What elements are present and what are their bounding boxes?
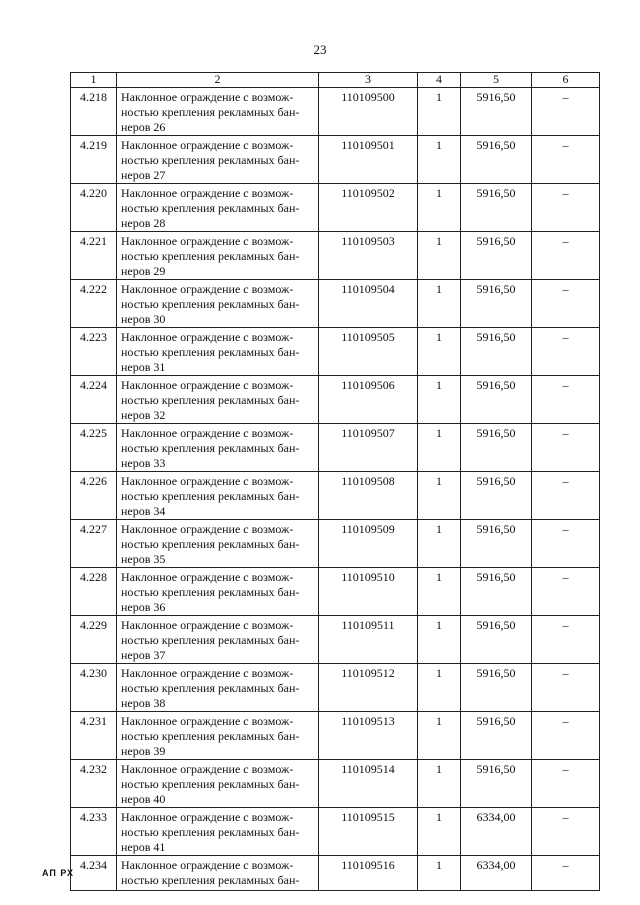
- cell-name: Наклонное ограждение с возмож-ностью крепления рекламных бан-неров 37: [117, 616, 319, 664]
- cell-note: –: [532, 424, 600, 472]
- cell-price: 5916,50: [461, 616, 532, 664]
- cell-name: Наклонное ограждение с возмож-ностью крепления рекламных бан-неров 41: [117, 808, 319, 856]
- cell-price: 5916,50: [461, 712, 532, 760]
- cell-quantity: 1: [418, 760, 461, 808]
- table-row: [71, 376, 600, 424]
- cell-quantity: 1: [418, 808, 461, 856]
- cell-code: 110109511: [319, 616, 418, 664]
- header-col-3: 3: [319, 73, 418, 88]
- table-row: [71, 856, 600, 891]
- cell-code: 110109507: [319, 424, 418, 472]
- cell-note: –: [532, 472, 600, 520]
- cell-quantity: 1: [418, 424, 461, 472]
- table-row: [71, 664, 600, 712]
- cell-code: 110109513: [319, 712, 418, 760]
- cell-price: 5916,50: [461, 760, 532, 808]
- cell-quantity: 1: [418, 328, 461, 376]
- table-row: [71, 424, 600, 472]
- cell-quantity: 1: [418, 616, 461, 664]
- cell-code: 110109501: [319, 136, 418, 184]
- cell-price: 6334,00: [461, 808, 532, 856]
- cell-note: –: [532, 520, 600, 568]
- cell-code: 110109506: [319, 376, 418, 424]
- cell-name: Наклонное ограждение с возмож-ностью крепления рекламных бан-неров 38: [117, 664, 319, 712]
- cell-price: 5916,50: [461, 424, 532, 472]
- cell-number: 4.225: [71, 424, 117, 472]
- cell-quantity: 1: [418, 136, 461, 184]
- cell-number: 4.221: [71, 232, 117, 280]
- cell-code: 110109504: [319, 280, 418, 328]
- cell-code: 110109500: [319, 88, 418, 136]
- cell-name: Наклонное ограждение с возмож-ностью крепления рекламных бан-неров 26: [117, 88, 319, 136]
- cell-note: –: [532, 232, 600, 280]
- cell-code: 110109509: [319, 520, 418, 568]
- cell-name: Наклонное ограждение с возмож-ностью крепления рекламных бан-неров 31: [117, 328, 319, 376]
- header-col-4: 4: [418, 73, 461, 88]
- cell-code: 110109514: [319, 760, 418, 808]
- cell-note: –: [532, 376, 600, 424]
- cell-name: Наклонное ограждение с возмож-ностью крепления рекламных бан-неров 40: [117, 760, 319, 808]
- cell-price: 5916,50: [461, 664, 532, 712]
- table-row: [71, 88, 600, 136]
- header-col-1: 1: [71, 73, 117, 88]
- cell-name: Наклонное ограждение с возмож-ностью крепления рекламных бан-неров 29: [117, 232, 319, 280]
- table-row: [71, 808, 600, 856]
- cell-name: Наклонное ограждение с возмож-ностью крепления рекламных бан-неров 35: [117, 520, 319, 568]
- cell-code: 110109512: [319, 664, 418, 712]
- cell-quantity: 1: [418, 184, 461, 232]
- cell-note: –: [532, 184, 600, 232]
- cell-note: –: [532, 760, 600, 808]
- header-col-2: 2: [117, 73, 319, 88]
- cell-note: –: [532, 856, 600, 891]
- page-number: 23: [313, 42, 327, 57]
- footer-mark: АП РХ: [42, 868, 75, 878]
- cell-number: 4.224: [71, 376, 117, 424]
- cell-name: Наклонное ограждение с возмож-ностью крепления рекламных бан-неров 30: [117, 280, 319, 328]
- table-row: [71, 184, 600, 232]
- cell-name: Наклонное ограждение с возмож-ностью крепления рекламных бан-неров 32: [117, 376, 319, 424]
- cell-quantity: 1: [418, 520, 461, 568]
- table-row: [71, 760, 600, 808]
- cell-quantity: 1: [418, 472, 461, 520]
- cell-number: 4.222: [71, 280, 117, 328]
- cell-number: 4.233: [71, 808, 117, 856]
- registry-table: [70, 72, 600, 891]
- cell-price: 5916,50: [461, 568, 532, 616]
- table-row: [71, 136, 600, 184]
- cell-note: –: [532, 280, 600, 328]
- cell-quantity: 1: [418, 664, 461, 712]
- cell-note: –: [532, 136, 600, 184]
- table-row: [71, 712, 600, 760]
- cell-number: 4.229: [71, 616, 117, 664]
- table-row: [71, 568, 600, 616]
- cell-price: 5916,50: [461, 88, 532, 136]
- cell-name: Наклонное ограждение с возмож-ностью крепления рекламных бан-неров 28: [117, 184, 319, 232]
- cell-name: Наклонное ограждение с возмож-ностью крепления рекламных бан-неров 36: [117, 568, 319, 616]
- table-header-row: [71, 73, 600, 88]
- cell-price: 5916,50: [461, 184, 532, 232]
- cell-number: 4.227: [71, 520, 117, 568]
- cell-code: 110109508: [319, 472, 418, 520]
- cell-name: Наклонное ограждение с возмож-ностью крепления рекламных бан-неров 34: [117, 472, 319, 520]
- cell-price: 5916,50: [461, 232, 532, 280]
- cell-price: 5916,50: [461, 136, 532, 184]
- cell-note: –: [532, 712, 600, 760]
- cell-number: 4.220: [71, 184, 117, 232]
- cell-code: 110109516: [319, 856, 418, 891]
- cell-quantity: 1: [418, 856, 461, 891]
- cell-number: 4.232: [71, 760, 117, 808]
- cell-note: –: [532, 808, 600, 856]
- cell-number: 4.228: [71, 568, 117, 616]
- cell-note: –: [532, 664, 600, 712]
- cell-quantity: 1: [418, 280, 461, 328]
- cell-number: 4.230: [71, 664, 117, 712]
- cell-name: Наклонное ограждение с возмож-ностью крепления рекламных бан-неров 33: [117, 424, 319, 472]
- cell-price: 5916,50: [461, 520, 532, 568]
- cell-quantity: 1: [418, 376, 461, 424]
- cell-quantity: 1: [418, 88, 461, 136]
- cell-number: 4.219: [71, 136, 117, 184]
- cell-name: Наклонное ограждение с возмож-ностью крепления рекламных бан-неров 39: [117, 712, 319, 760]
- cell-note: –: [532, 88, 600, 136]
- cell-price: 5916,50: [461, 280, 532, 328]
- cell-code: 110109503: [319, 232, 418, 280]
- cell-code: 110109502: [319, 184, 418, 232]
- cell-number: 4.223: [71, 328, 117, 376]
- cell-code: 110109515: [319, 808, 418, 856]
- table-row: [71, 280, 600, 328]
- cell-price: 5916,50: [461, 376, 532, 424]
- cell-name: Наклонное ограждение с возмож-ностью крепления рекламных бан-: [117, 856, 319, 891]
- cell-number: 4.231: [71, 712, 117, 760]
- cell-quantity: 1: [418, 568, 461, 616]
- header-col-5: 5: [461, 73, 532, 88]
- cell-number: 4.234: [71, 856, 117, 891]
- cell-quantity: 1: [418, 712, 461, 760]
- table-row: [71, 472, 600, 520]
- cell-note: –: [532, 616, 600, 664]
- cell-code: 110109510: [319, 568, 418, 616]
- cell-note: –: [532, 328, 600, 376]
- cell-code: 110109505: [319, 328, 418, 376]
- cell-note: –: [532, 568, 600, 616]
- table-row: [71, 520, 600, 568]
- cell-quantity: 1: [418, 232, 461, 280]
- cell-number: 4.218: [71, 88, 117, 136]
- header-col-6: 6: [532, 73, 600, 88]
- cell-number: 4.226: [71, 472, 117, 520]
- cell-price: 5916,50: [461, 472, 532, 520]
- table-row: [71, 328, 600, 376]
- table-row: [71, 232, 600, 280]
- table-row: [71, 616, 600, 664]
- cell-price: 5916,50: [461, 328, 532, 376]
- cell-name: Наклонное ограждение с возмож-ностью крепления рекламных бан-неров 27: [117, 136, 319, 184]
- cell-price: 6334,00: [461, 856, 532, 891]
